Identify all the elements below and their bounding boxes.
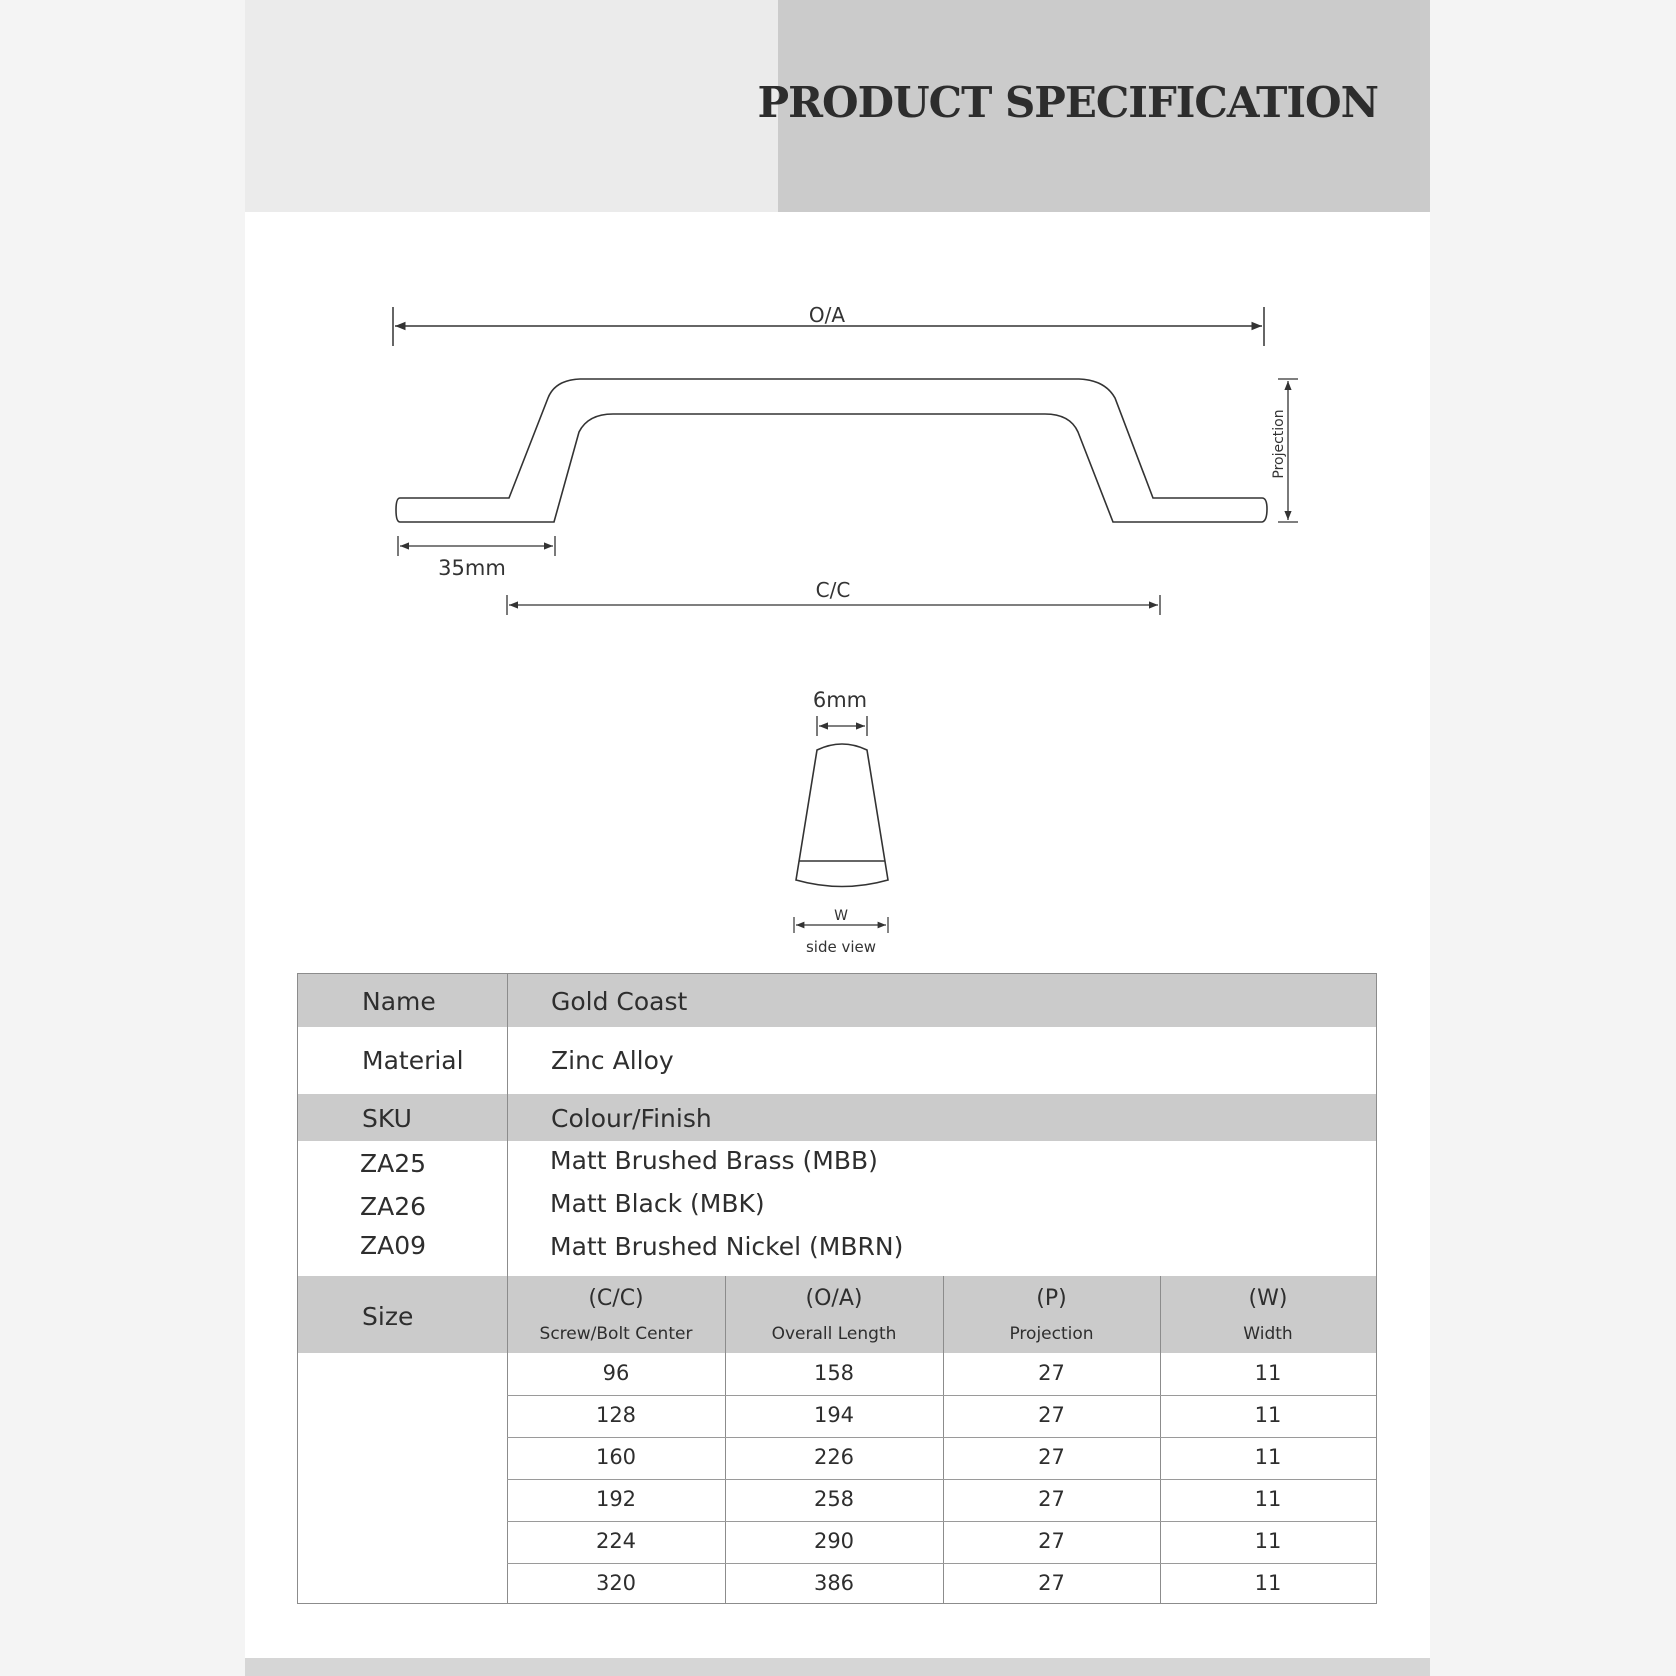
size-cell: 96 [602, 1361, 630, 1385]
name-value: Gold Coast [551, 987, 688, 1016]
size-cell: 11 [1254, 1571, 1282, 1595]
size-cell: 160 [595, 1445, 637, 1469]
size-cell: 386 [813, 1571, 855, 1595]
sku-header-row [298, 1094, 1376, 1141]
size-row-divider [507, 1563, 1376, 1564]
column-abbr: (O/A) [805, 1286, 863, 1311]
size-column-header-oa [725, 1276, 943, 1353]
spec-sheet [245, 0, 1430, 1676]
size-cell: 194 [813, 1403, 855, 1427]
technical-drawing [245, 0, 1430, 960]
size-label: Size [362, 1302, 414, 1331]
size-cell: 27 [1038, 1529, 1065, 1553]
size-cell: 11 [1254, 1445, 1282, 1469]
size-column-header-w [1160, 1276, 1376, 1353]
overall-length-dimension [393, 303, 1264, 346]
size-cell: 192 [595, 1487, 637, 1511]
sku-finish: Matt Brushed Nickel (MBRN) [550, 1232, 904, 1261]
sku-code: ZA25 [360, 1149, 427, 1178]
side-view [794, 688, 888, 956]
center-dimension [507, 578, 1160, 615]
foot-length-dimension [398, 536, 555, 580]
size-column-divider [725, 1276, 726, 1603]
size-cell: 27 [1038, 1571, 1065, 1595]
overall-length-label: O/A [808, 303, 846, 327]
material-row [298, 1027, 1376, 1094]
sku-code: ZA26 [360, 1192, 427, 1221]
column-full-name: Width [1243, 1324, 1293, 1344]
size-cell: 258 [813, 1487, 855, 1511]
size-cell: 128 [595, 1403, 637, 1427]
material-label: Material [362, 1046, 464, 1075]
finish-label: Colour/Finish [551, 1104, 712, 1133]
size-cell: 290 [813, 1529, 855, 1553]
spec-table [297, 973, 1377, 1604]
size-column-divider [1160, 1276, 1161, 1603]
center-label: C/C [815, 578, 851, 602]
size-cell: 27 [1038, 1487, 1065, 1511]
sku-label: SKU [362, 1104, 412, 1133]
column-full-name: Screw/Bolt Center [539, 1324, 693, 1344]
size-column-divider [943, 1276, 944, 1603]
size-cell: 11 [1254, 1487, 1282, 1511]
size-cell: 11 [1254, 1403, 1282, 1427]
column-full-name: Overall Length [771, 1324, 897, 1344]
width-label: W [834, 908, 848, 924]
top-width-label: 6mm [812, 688, 868, 712]
size-row-divider [507, 1521, 1376, 1522]
side-view-label: side view [805, 938, 877, 956]
size-column-header-cc [507, 1276, 725, 1353]
size-row-divider [507, 1437, 1376, 1438]
material-value: Zinc Alloy [551, 1046, 674, 1075]
size-cell: 158 [813, 1361, 855, 1385]
size-cell: 226 [813, 1445, 855, 1469]
size-cell: 11 [1254, 1529, 1282, 1553]
sku-code: ZA09 [360, 1231, 427, 1260]
page-title: PRODUCT SPECIFICATION [757, 78, 1378, 127]
size-column-header-p [943, 1276, 1160, 1353]
column-full-name: Projection [1009, 1324, 1094, 1344]
size-cell: 11 [1254, 1361, 1282, 1385]
sku-finish: Matt Brushed Brass (MBB) [550, 1146, 878, 1175]
foot-length-label: 35mm [438, 556, 506, 580]
handle-front-outline [396, 379, 1267, 522]
size-cell: 27 [1038, 1403, 1065, 1427]
size-cell: 27 [1038, 1445, 1065, 1469]
projection-dimension [1271, 379, 1298, 522]
sku-finish: Matt Black (MBK) [550, 1189, 765, 1218]
name-label: Name [362, 987, 436, 1016]
footer-bar [245, 1658, 1430, 1676]
column-abbr: (C/C) [588, 1286, 644, 1311]
column-abbr: (P) [1036, 1286, 1067, 1311]
sku-list [298, 1141, 1376, 1276]
projection-label: Projection [1271, 409, 1287, 479]
name-row [298, 974, 1376, 1027]
size-cell: 320 [595, 1571, 637, 1595]
size-cell: 27 [1038, 1361, 1065, 1385]
size-row-divider [507, 1395, 1376, 1396]
size-row-divider [507, 1479, 1376, 1480]
column-abbr: (W) [1248, 1286, 1288, 1311]
size-cell: 224 [595, 1529, 637, 1553]
